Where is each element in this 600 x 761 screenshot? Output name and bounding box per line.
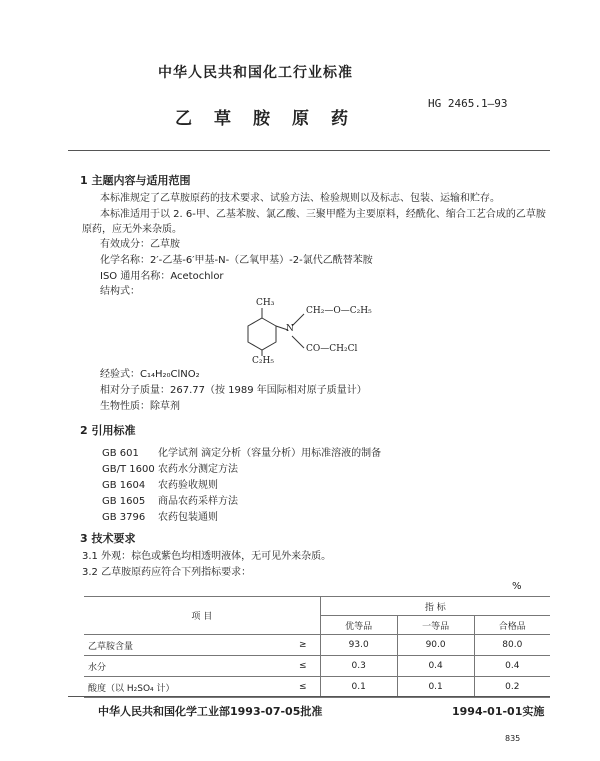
section-1-para-1: 本标准规定了乙草胺原药的技术要求、试验方法、检验规则以及标志、包装、运输和贮存。 [100,193,500,204]
table-row [84,656,550,677]
value-superior: 93.0 [320,635,397,656]
reference-title: 农药水分测定方法 [158,464,238,475]
value-superior: 0.3 [320,656,397,677]
iso-name: ISO 通用名称：Acetochlor [100,271,224,282]
header-item: 项 目 [84,597,320,635]
reference-item [102,492,238,507]
row-operator: ≤ [286,656,320,677]
n-co-bond [292,336,304,348]
grade-qualified: 合格品 [474,616,550,635]
structural-formula [232,300,402,366]
reference-item [102,444,381,459]
reference-title: 农药包装通则 [158,512,218,523]
requirement-3-1: 3.1 外观：棕色或紫色均相透明液体，无可见外来杂质。 [82,551,332,562]
reference-code: GB/T 1600 [102,464,155,475]
chemical-name: 化学名称：2′-乙基-6′甲基-N-（乙氧甲基）-2-氯代乙酰替苯胺 [100,255,373,266]
ethoxymethyl-group: CH₂—O—C₂H₅ [306,306,372,316]
reference-title: 农药验收规则 [158,480,218,491]
approval-line: 中华人民共和国化学工业部1993-07-05批准 [98,705,323,718]
section-3-heading: 3 技术要求 [80,532,136,545]
row-name: 酸度（以 H₂SO₄ 计） [84,677,286,698]
row-name: 乙草胺含量 [84,635,286,656]
section-1-para-2a: 本标准适用于以 2. 6-甲、乙基苯胺、氯乙酸、三聚甲醛为主要原料，经酰化、缩合工艺合成的乙草胺 [100,209,546,220]
table-row [84,677,550,698]
section-1-heading: 1 主题内容与适用范围 [80,174,191,187]
value-qualified: 0.4 [474,656,550,677]
section-1-para-2b: 原药，应无外来杂质。 [82,224,182,235]
reference-item [102,476,218,491]
row-operator: ≤ [286,677,320,698]
specification-table [84,596,550,698]
methyl-group: CH₃ [256,298,275,308]
chloroacetyl-group: CO—CH₂Cl [306,344,358,354]
table-header-row [84,597,550,616]
empirical-formula: 经验式：C₁₄H₂₀ClNO₂ [100,369,200,380]
reference-code: GB 1605 [102,496,146,507]
reference-code: GB 3796 [102,512,146,523]
unit-label: % [512,581,522,592]
footer-divider [68,696,550,697]
requirement-3-2: 3.2 乙草胺原药应符合下列指标要求： [82,567,252,578]
benzene-ring [248,318,276,350]
page-number: 835 [505,734,521,743]
ethyl-group: C₂H₅ [252,356,274,366]
molecular-weight: 相对分子质量：267.77（按 1989 年国际相对原子质量计） [100,385,367,396]
effective-date: 1994-01-01实施 [452,705,545,718]
grade-superior: 优等品 [320,616,397,635]
value-qualified: 0.2 [474,677,550,698]
reference-item [102,460,238,475]
reference-title: 商品农药采样方法 [158,496,238,507]
grade-first: 一等品 [397,616,474,635]
table-row [84,635,550,656]
section-2-heading: 2 引用标准 [80,424,136,437]
reference-title: 化学试剂 滴定分析（容量分析）用标准溶液的制备 [158,448,382,459]
row-operator: ≥ [286,635,320,656]
reference-item [102,508,218,523]
header-divider [68,150,550,151]
biological-property: 生物性质：除草剂 [100,401,180,412]
value-first: 0.4 [397,656,474,677]
reference-code: GB 1604 [102,480,146,491]
document-title: 乙草胺原药 [175,109,370,129]
value-first: 90.0 [397,635,474,656]
value-qualified: 80.0 [474,635,550,656]
issuing-authority: 中华人民共和国化工行业标准 [158,65,353,81]
header-index: 指 标 [320,597,550,616]
standard-number: HG 2465.1—93 [428,97,508,110]
value-first: 0.1 [397,677,474,698]
active-ingredient: 有效成分：乙草胺 [100,239,180,250]
structure-label: 结构式： [100,286,140,297]
value-superior: 0.1 [320,677,397,698]
reference-code: GB 601 [102,448,139,459]
row-name: 水分 [84,656,286,677]
nitrogen-atom: N [286,324,294,334]
